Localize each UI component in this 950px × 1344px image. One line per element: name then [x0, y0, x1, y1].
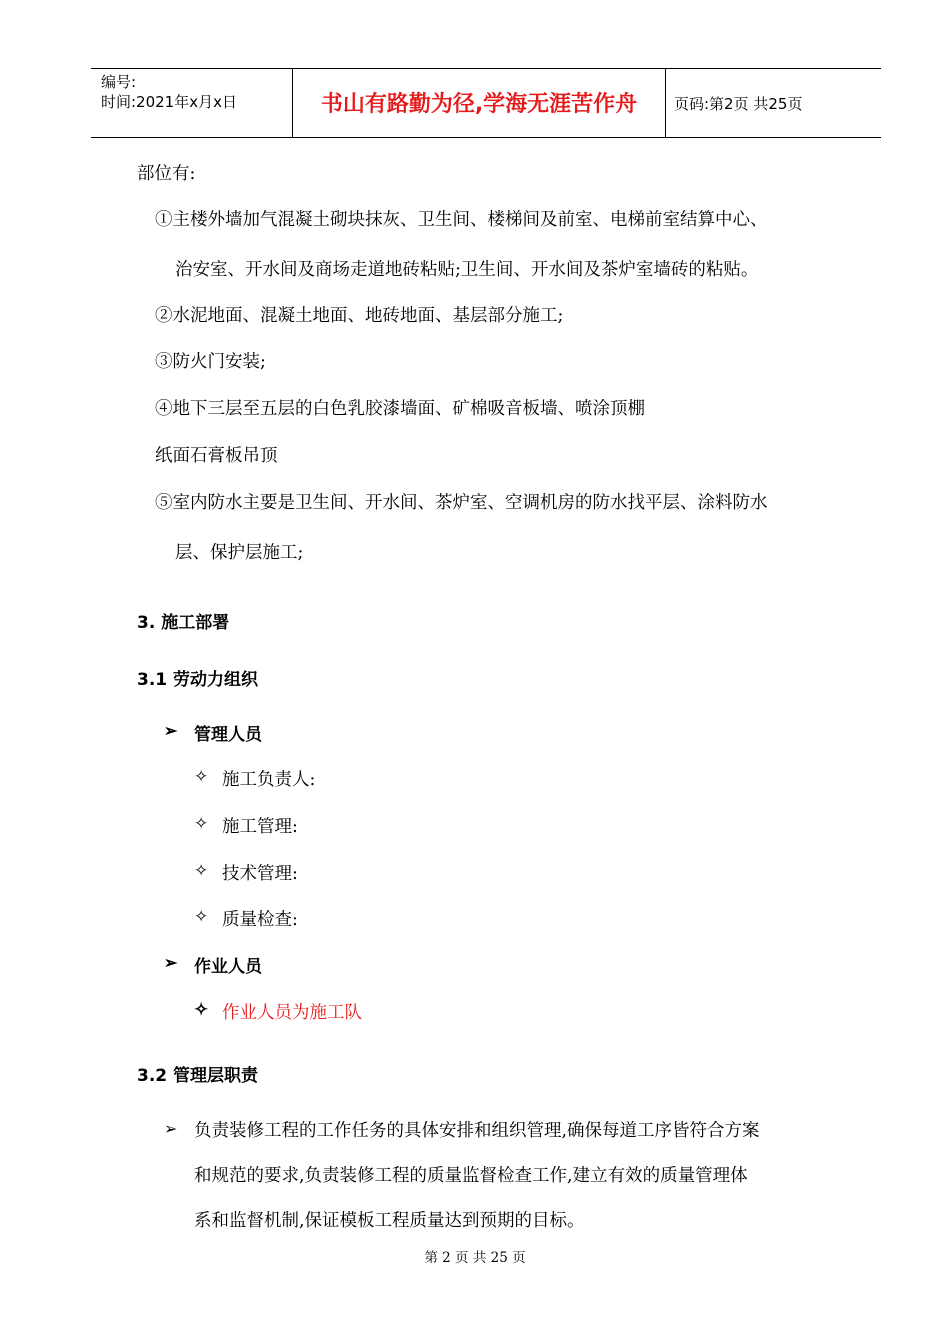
diamond-bullet-icon: ✧	[194, 861, 209, 881]
section-heading: 3.2 管理层职责	[137, 1066, 259, 1086]
list-item: 治安室、开水间及商场走道地砖粘贴;卫生间、开水间及茶炉室墙砖的粘贴。	[175, 260, 759, 280]
list-item: 技术管理:	[222, 864, 298, 884]
arrow-bullet-icon: ➢	[164, 1119, 178, 1138]
section-heading: 3.1 劳动力组织	[137, 670, 259, 690]
page-header	[91, 68, 881, 138]
diamond-bullet-icon: ✧	[194, 907, 209, 927]
header-divider	[665, 69, 666, 137]
paragraph-line: 系和监督机制,保证模板工程质量达到预期的目标。	[194, 1211, 585, 1231]
header-time: 时间:2021年x月x日	[101, 93, 237, 111]
subheading: 作业人员	[194, 957, 262, 977]
list-item: 纸面石膏板吊顶	[155, 446, 278, 466]
list-item: ②水泥地面、混凝土地面、地砖地面、基层部分施工;	[155, 306, 564, 326]
diamond-bullet-icon: ✧	[194, 767, 209, 787]
paragraph-line: 和规范的要求,负责装修工程的质量监督检查工作,建立有效的质量管理体	[194, 1166, 748, 1186]
list-item: 层、保护层施工;	[175, 543, 304, 563]
list-item: 质量检查:	[222, 910, 298, 930]
list-item: 施工管理:	[222, 817, 298, 837]
subheading: 管理人员	[194, 725, 262, 745]
list-item: ④地下三层至五层的白色乳胶漆墙面、矿棉吸音板墙、喷涂顶棚	[155, 399, 645, 419]
diamond-bullet-icon: ✧	[194, 1000, 209, 1020]
arrow-bullet-icon: ➢	[164, 953, 178, 972]
header-page-info: 页码:第2页 共25页	[674, 95, 803, 113]
list-item: ③防火门安装;	[155, 352, 266, 372]
diamond-bullet-icon: ✧	[194, 814, 209, 834]
arrow-bullet-icon: ➢	[164, 721, 178, 740]
list-item: 施工负责人:	[222, 770, 316, 790]
intro-text: 部位有:	[137, 164, 196, 184]
header-motto: 书山有路勤为径,学海无涯苦作舟	[320, 92, 638, 117]
list-item: ①主楼外墙加气混凝土砌块抹灰、卫生间、楼梯间及前室、电梯前室结算中心、	[155, 210, 768, 230]
section-heading: 3. 施工部署	[137, 613, 230, 633]
list-item: 作业人员为施工队	[222, 1003, 362, 1023]
list-item: ⑤室内防水主要是卫生间、开水间、茶炉室、空调机房的防水找平层、涂料防水	[155, 493, 768, 513]
header-code: 编号:	[101, 73, 137, 91]
page-footer: 第 2 页 共 25 页	[424, 1250, 526, 1266]
paragraph-line: 负责装修工程的工作任务的具体安排和组织管理,确保每道工序皆符合方案	[194, 1121, 760, 1141]
header-meta	[101, 72, 237, 112]
